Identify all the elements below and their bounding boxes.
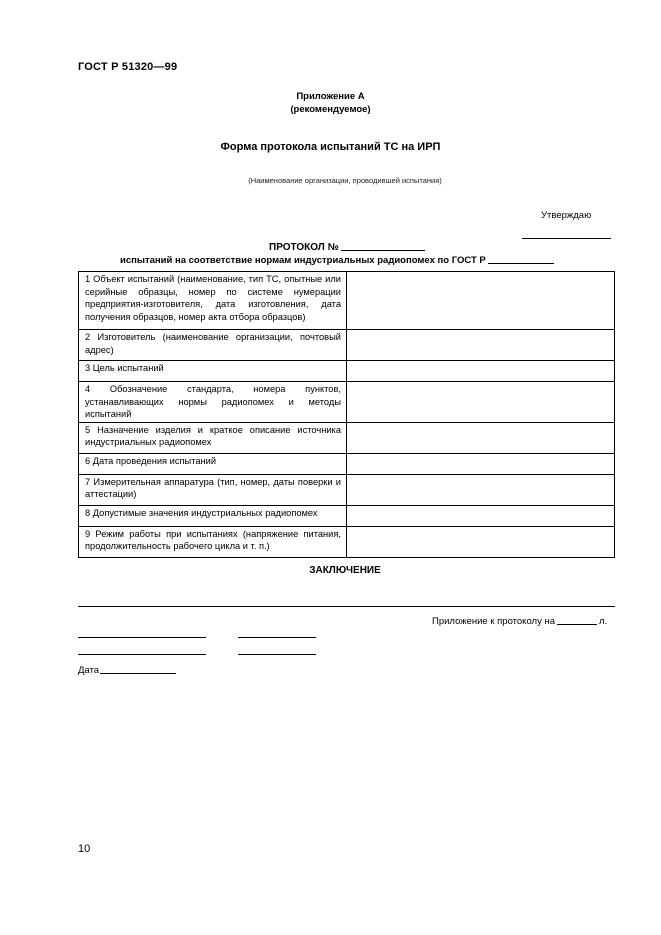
value-cell [347, 272, 615, 330]
signature-line [238, 654, 316, 655]
table-row [79, 505, 615, 526]
signature-position-line [78, 637, 206, 638]
table-row [79, 361, 615, 382]
document-id: ГОСТ Р 51320—99 [78, 61, 178, 73]
annex-title: Приложение А [296, 91, 365, 102]
attachment-note [432, 614, 607, 627]
date-label: Дата [78, 665, 100, 676]
value-cell [347, 422, 615, 453]
param-cell: 3 Цель испытаний [79, 361, 347, 382]
date-field [78, 663, 176, 676]
conclusion-title: ЗАКЛЮЧЕНИЕ [309, 565, 381, 576]
attachment-pages-blank [557, 614, 597, 625]
param-cell: 6 Дата проведения испытаний [79, 453, 347, 474]
approve-signature-line [522, 238, 611, 239]
param-cell: 8 Допустимые значения индустриальных радиопомех [79, 505, 347, 526]
protocol-number-label: ПРОТОКОЛ № [269, 242, 339, 253]
table-row [79, 272, 615, 330]
protocol-subtitle [120, 253, 554, 266]
protocol-table [78, 271, 615, 558]
date-blank [100, 663, 176, 674]
approve-label: Утверждаю [541, 210, 592, 221]
organization-caption: (Наименование организации, проводившей испытания) [248, 176, 442, 185]
value-cell [347, 361, 615, 382]
value-cell [347, 382, 615, 423]
signature-line [238, 637, 316, 638]
param-cell: 4 Обозначение стандарта, номера пунктов, устанавливающих нормы радиопомех и методы испытаний [79, 382, 347, 423]
page-number: 10 [78, 843, 91, 855]
value-cell [347, 330, 615, 361]
value-cell [347, 474, 615, 505]
conclusion-line [78, 606, 615, 607]
param-cell: 9 Режим работы при испытаниях (напряжение питания, продолжительность рабочего цикла и т. п.) [79, 526, 347, 557]
table-row [79, 330, 615, 361]
table-row [79, 382, 615, 423]
protocol-number-blank [341, 240, 425, 251]
param-cell: 7 Измерительная аппаратура (тип, номер, даты поверки и аттестации) [79, 474, 347, 505]
table-row [79, 526, 615, 557]
standard-number-blank [488, 253, 554, 264]
value-cell [347, 453, 615, 474]
value-cell [347, 505, 615, 526]
param-cell: 1 Объект испытаний (наименование, тип ТС, опытные или серийные образцы, номер по системе нумерации предприятия-изготовителя, дата изготовления, дата получения образцов, номер акта отбора образцов) [79, 272, 347, 330]
table-row [79, 474, 615, 505]
form-title: Форма протокола испытаний ТС на ИРП [220, 141, 441, 153]
protocol-number [269, 240, 425, 253]
annex-status: (рекомендуемое) [290, 104, 371, 115]
signature-position-line [78, 654, 206, 655]
table-row [79, 453, 615, 474]
attachment-prefix: Приложение к протоколу на [432, 616, 555, 627]
param-cell: 5 Назначение изделия и краткое описание источника индустриальных радиопомех [79, 422, 347, 453]
value-cell [347, 526, 615, 557]
attachment-suffix: л. [599, 616, 608, 627]
param-cell: 2 Изготовитель (наименование организации, почтовый адрес) [79, 330, 347, 361]
protocol-subtitle-text: испытаний на соответствие нормам индустриальных радиопомех по ГОСТ Р [120, 255, 486, 266]
table-row [79, 422, 615, 453]
